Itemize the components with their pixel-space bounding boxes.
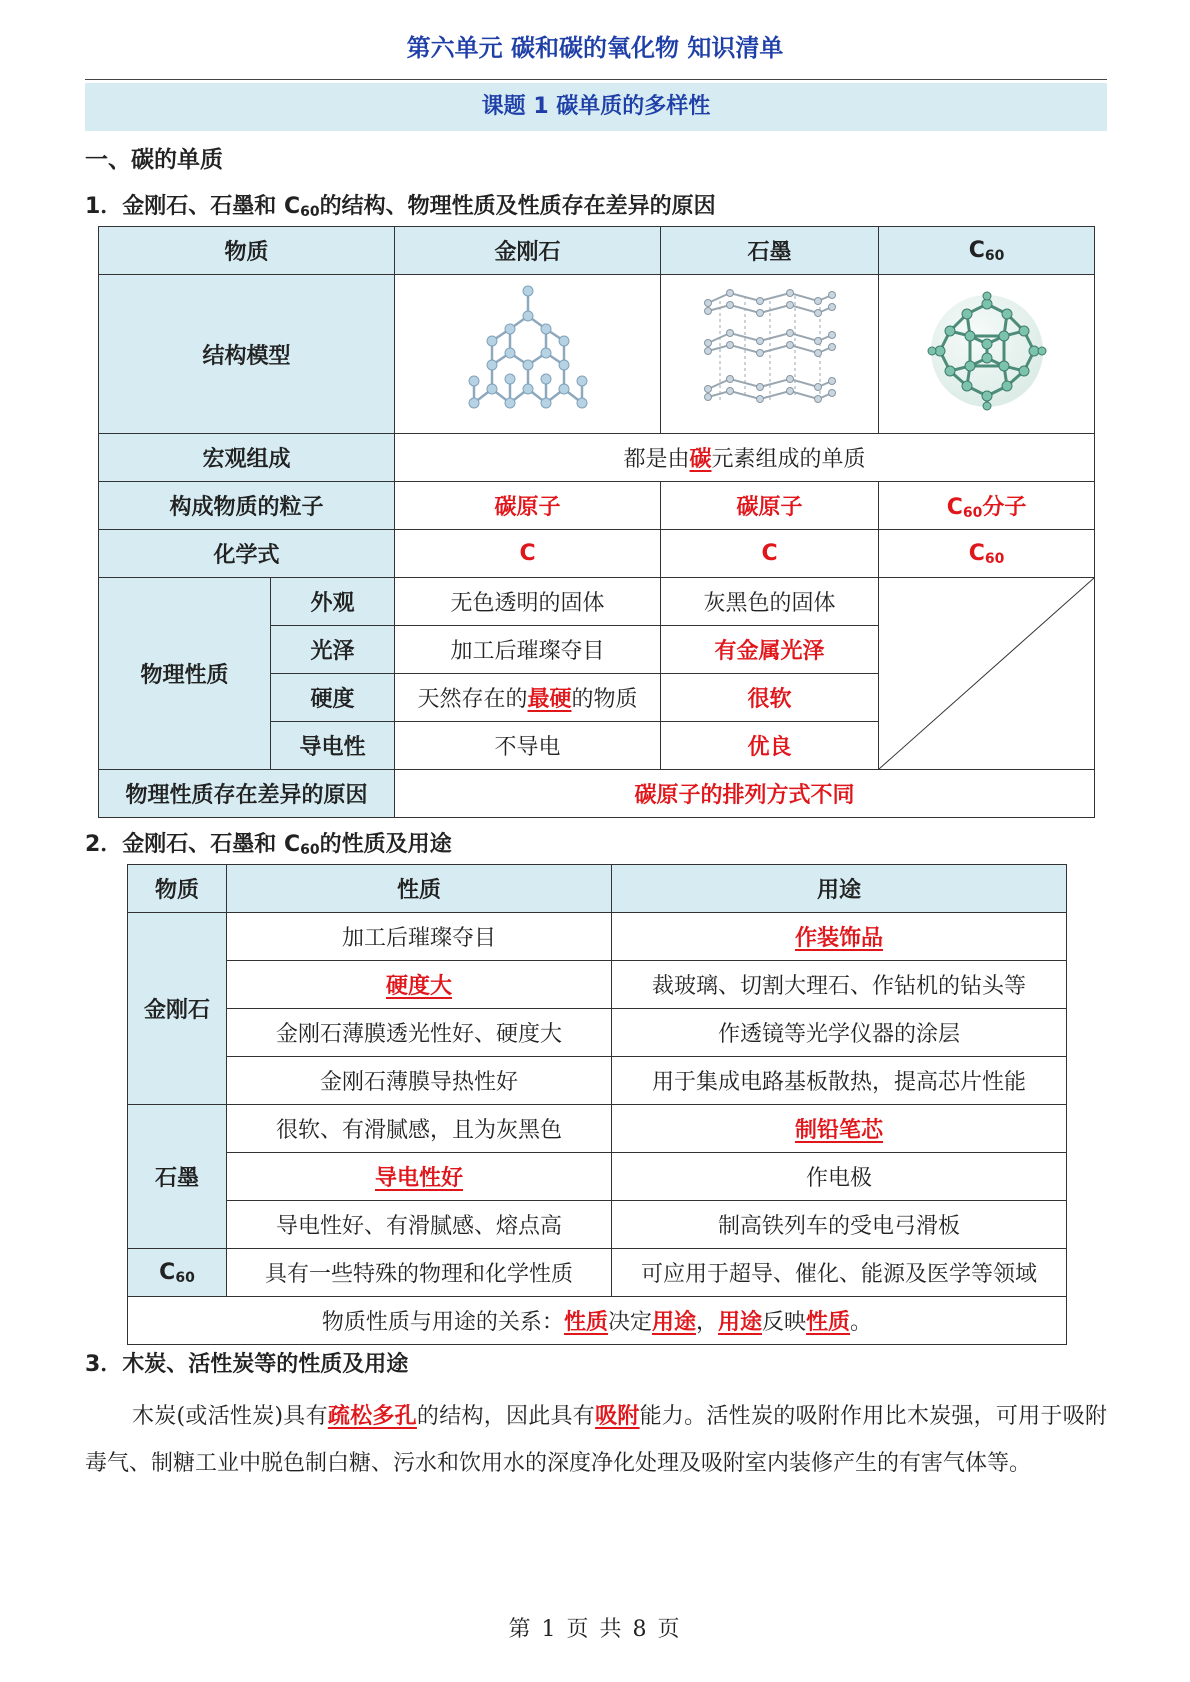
page-footer: 第 1 页 共 8 页 — [508, 1617, 682, 1642]
t1-label-formula: 化学式 — [99, 530, 395, 578]
lesson-title: 课题 1 碳单质的多样性 — [85, 83, 1107, 131]
appearance-diamond: 无色透明的固体 — [395, 578, 661, 626]
property-use-table — [127, 864, 1067, 1345]
formula-diamond: C — [395, 530, 661, 578]
t2-prop: 硬度大 — [227, 961, 612, 1009]
subsection-title-2: 2．金刚石、石墨和 $C_{60}$的性质及用途 — [85, 832, 452, 858]
particle-diamond: 碳原子 — [395, 482, 661, 530]
t2-use: 作透镜等光学仪器的涂层 — [612, 1009, 1067, 1057]
appearance-graphite: 灰黑色的固体 — [661, 578, 879, 626]
t2-prop: 具有一些特殊的物理和化学性质 — [227, 1249, 612, 1297]
t1-label-luster: 光泽 — [271, 626, 395, 674]
t2-use: 作电极 — [612, 1153, 1067, 1201]
t2-label-diamond: 金刚石 — [128, 913, 227, 1105]
t2-use: 制铅笔芯 — [612, 1105, 1067, 1153]
t1-label-particle: 构成物质的粒子 — [99, 482, 395, 530]
t1-label-structure: 结构模型 — [99, 275, 395, 434]
title-divider — [85, 79, 1107, 80]
t2-prop: 导电性好 — [227, 1153, 612, 1201]
c60-blank-diagonal-cell — [879, 578, 1095, 770]
t1-label-reason: 物理性质存在差异的原因 — [99, 770, 395, 818]
subsection-title-1: 1．金刚石、石墨和 $C_{60}$的结构、物理性质及性质存在差异的原因 — [85, 194, 716, 220]
t2-prop: 很软、有滑腻感，且为灰黑色 — [227, 1105, 612, 1153]
t1-label-hardness: 硬度 — [271, 674, 395, 722]
t2-use: 作装饰品 — [612, 913, 1067, 961]
t2-label-c60: $C_{60}$ — [128, 1249, 227, 1297]
graphite-structure-icon — [700, 281, 840, 421]
hardness-diamond: 天然存在的最硬的物质 — [395, 674, 661, 722]
t1-label-conductivity: 导电性 — [271, 722, 395, 770]
t2-prop: 金刚石薄膜导热性好 — [227, 1057, 612, 1105]
luster-graphite: 有金属光泽 — [661, 626, 879, 674]
composition-cell: 都是由碳元素组成的单质 — [395, 434, 1095, 482]
conductivity-diamond: 不导电 — [395, 722, 661, 770]
conductivity-graphite: 优良 — [661, 722, 879, 770]
luster-diamond: 加工后璀璨夺目 — [395, 626, 661, 674]
t2-header-substance: 物质 — [128, 865, 227, 913]
charcoal-paragraph: 木炭(或活性炭)具有疏松多孔的结构，因此具有吸附能力。活性炭的吸附作用比木炭强，可用于吸附毒气、制糖工业中脱色制白糖、污水和饮用水的深度净化处理及吸附室内装修产生的有害气体等。 — [85, 1404, 1107, 1476]
diagonal-slash — [879, 578, 1094, 769]
t2-use: 裁玻璃、切割大理石、作钻机的钻头等 — [612, 961, 1067, 1009]
particle-c60: $C_{60}$分子 — [879, 482, 1095, 530]
t2-prop: 加工后璀璨夺目 — [227, 913, 612, 961]
t2-header-property: 性质 — [227, 865, 612, 913]
formula-c60: $C_{60}$ — [879, 530, 1095, 578]
c60-structure-icon — [922, 286, 1052, 416]
diamond-structure-cell — [395, 275, 661, 434]
t1-header-c60: $C_{60}$ — [879, 227, 1095, 275]
particle-graphite: 碳原子 — [661, 482, 879, 530]
reason-cell: 碳原子的排列方式不同 — [395, 770, 1095, 818]
diamond-structure-icon — [448, 281, 608, 421]
doc-title: 第六单元 碳和碳的氧化物 知识清单 — [406, 34, 784, 62]
t2-label-graphite: 石墨 — [128, 1105, 227, 1249]
t1-header-diamond: 金刚石 — [395, 227, 661, 275]
t1-label-composition: 宏观组成 — [99, 434, 395, 482]
relation-cell: 物质性质与用途的关系：性质决定用途，用途反映性质。 — [128, 1297, 1067, 1345]
t2-prop: 导电性好、有滑腻感、熔点高 — [227, 1201, 612, 1249]
formula-graphite: C — [661, 530, 879, 578]
t2-prop: 金刚石薄膜透光性好、硬度大 — [227, 1009, 612, 1057]
subsection-title-3: 3．木炭、活性炭等的性质及用途 — [85, 1352, 409, 1377]
graphite-structure-cell — [661, 275, 879, 434]
t2-use: 制高铁列车的受电弓滑板 — [612, 1201, 1067, 1249]
hardness-graphite: 很软 — [661, 674, 879, 722]
t1-label-physical: 物理性质 — [99, 578, 271, 770]
t1-header-substance: 物质 — [99, 227, 395, 275]
section-title: 一、碳的单质 — [85, 147, 223, 173]
t1-label-appearance: 外观 — [271, 578, 395, 626]
structure-property-table — [98, 226, 1095, 818]
t2-use: 可应用于超导、催化、能源及医学等领域 — [612, 1249, 1067, 1297]
t1-header-graphite: 石墨 — [661, 227, 879, 275]
c60-structure-cell — [879, 275, 1095, 434]
t2-use: 用于集成电路基板散热，提高芯片性能 — [612, 1057, 1067, 1105]
t2-header-use: 用途 — [612, 865, 1067, 913]
